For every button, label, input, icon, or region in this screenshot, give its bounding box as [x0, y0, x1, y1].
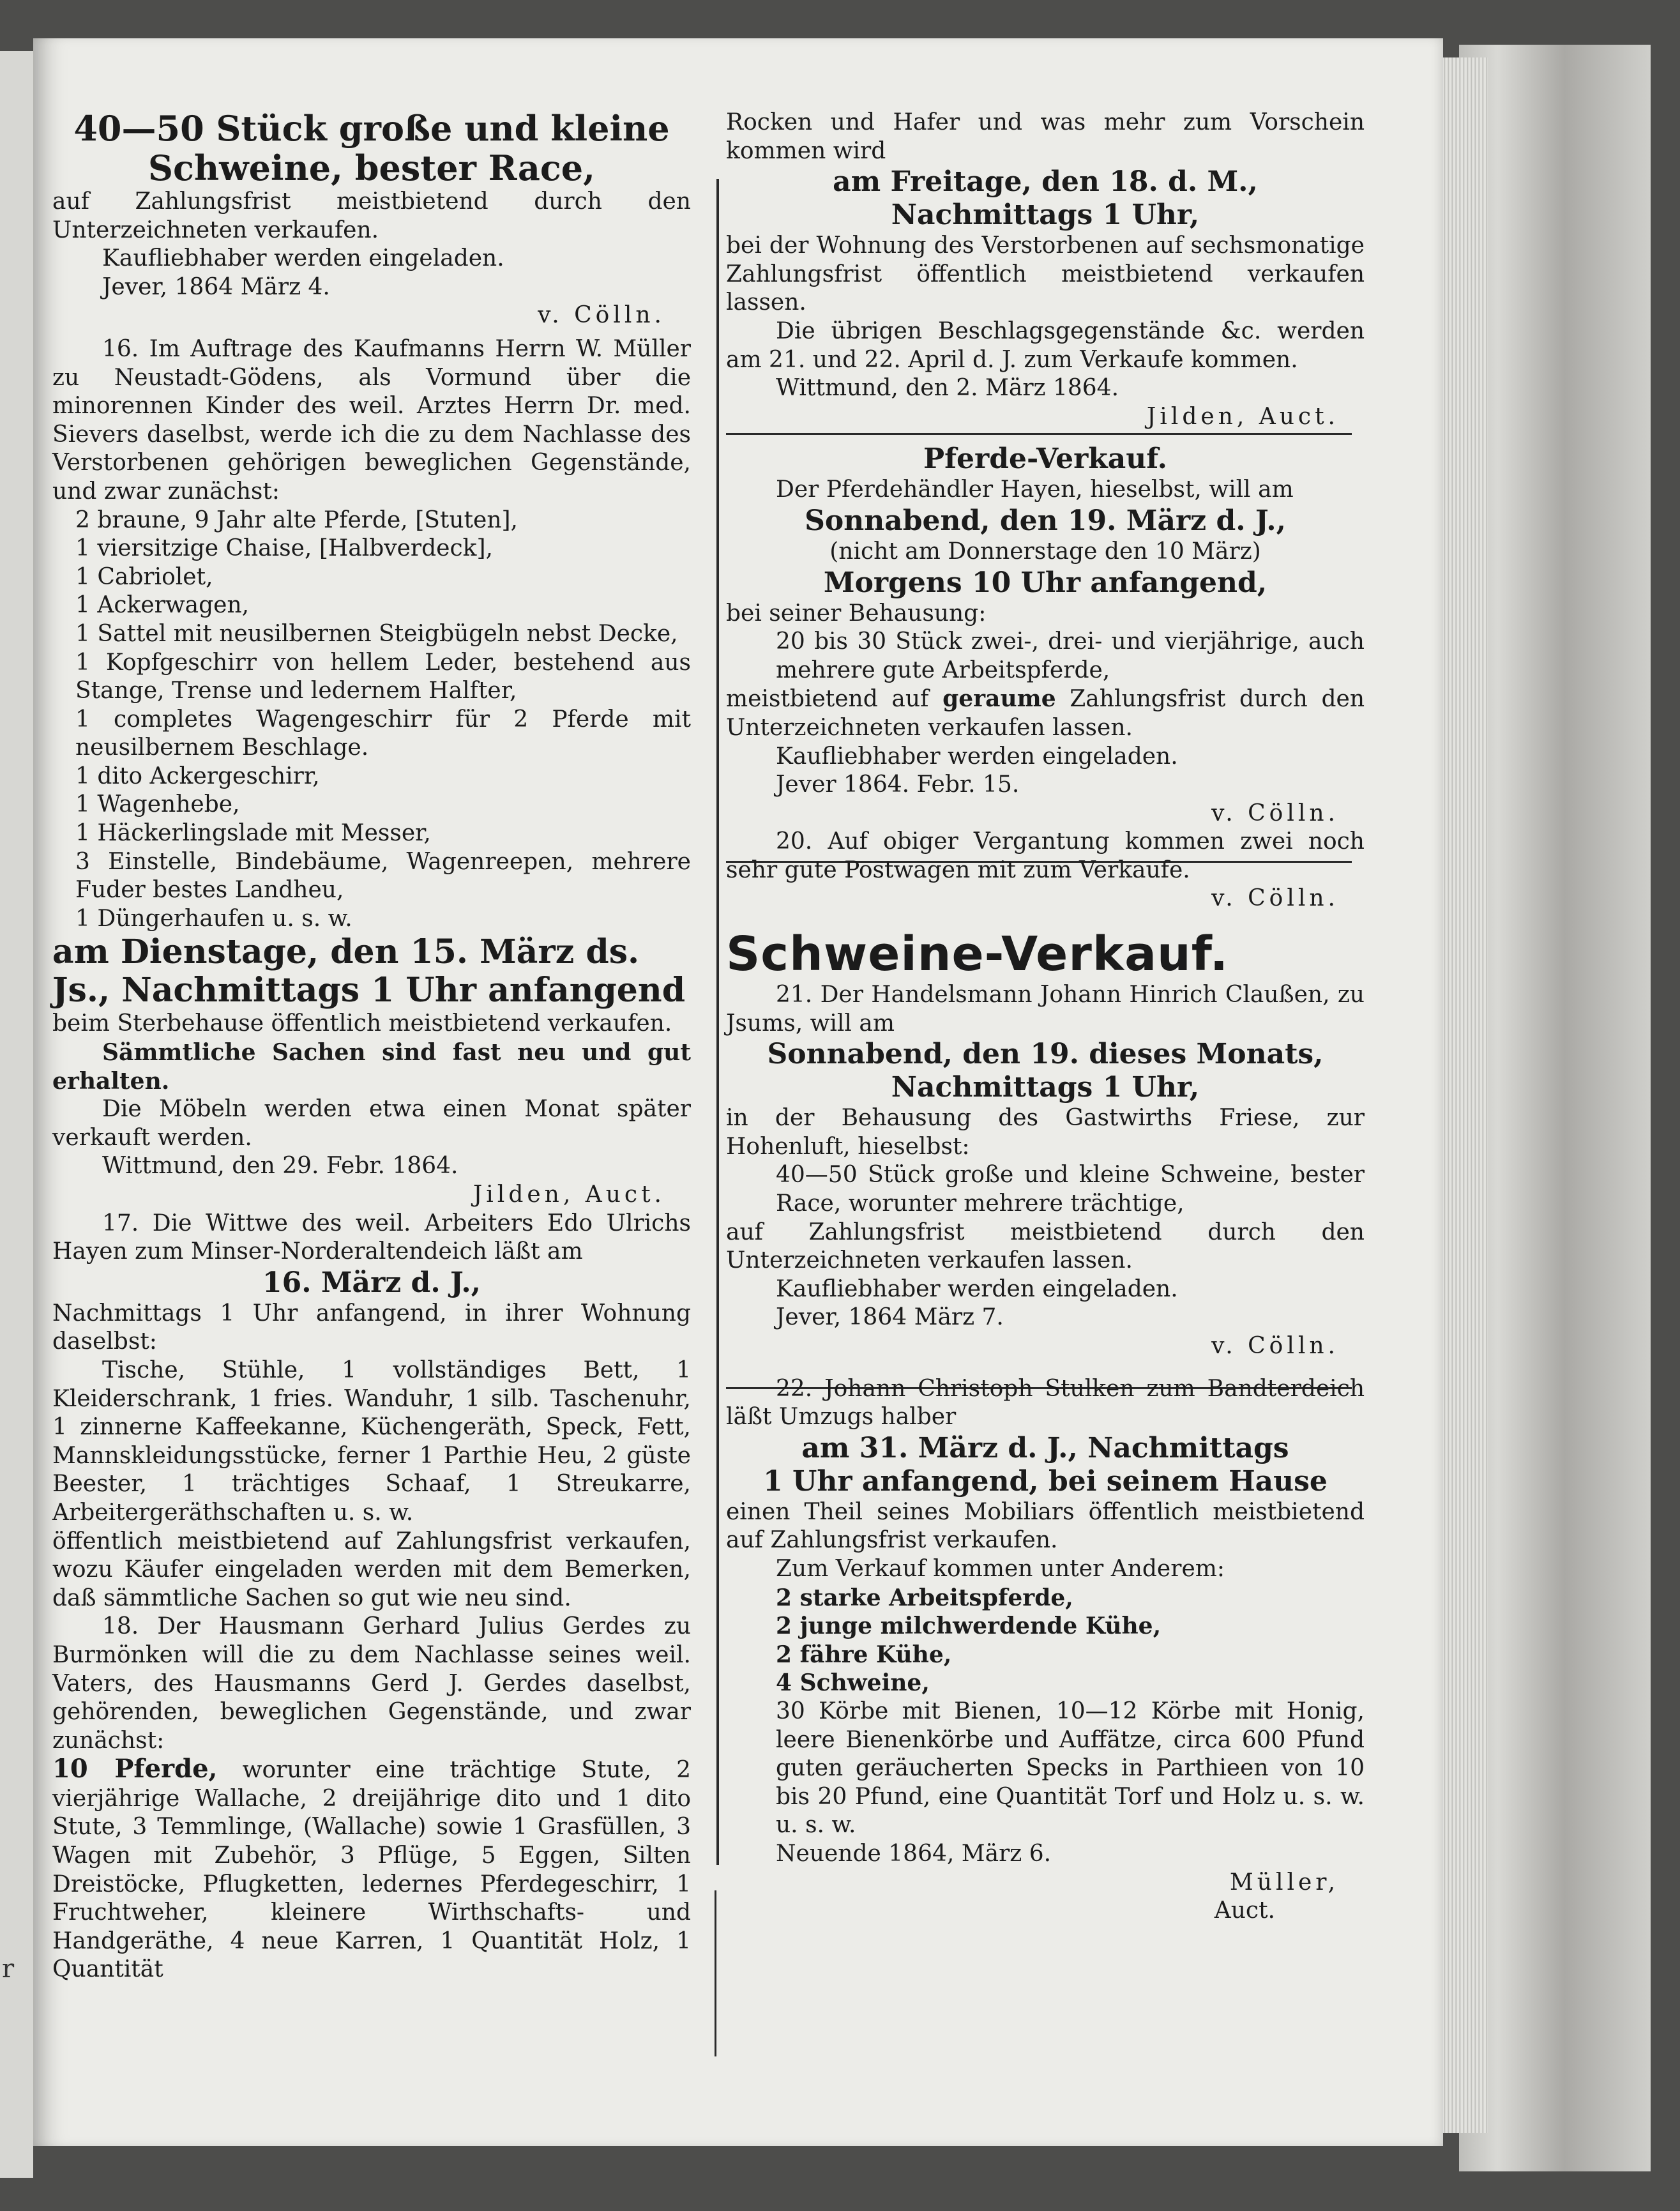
- ad-18-items: worunter eine trächtige Stute, 2 vierjährige Wallache, 2 dreijährige dito und 1 dito Stute, 3 Temmlinge, (Wallache) sowie 1 Grasfüllen, 3 Wagen mit Zubehör, 3 Pflüge, 5 Eggen, Silten Dreistöcke, Pflugketten, ledernes Pferdegeschirr, 1 Fruchtweher, kleinere Wirthschafts- und Handgeräthe, 4 neue Karren, 1 Quantität Holz, 1 Quantität: [52, 1757, 691, 1983]
- ad-22-bold-item: 2 fähre Kühe,: [776, 1641, 952, 1668]
- ad-18-cont-signature: Jilden, Auct.: [1146, 403, 1339, 430]
- ad-16-signature: Jilden, Auct.: [473, 1181, 665, 1208]
- ad-16-item: 1 Wagenhebe,: [75, 791, 240, 818]
- ad-18-items-para: [52, 1755, 691, 1984]
- ad-18-when2: Nachmittags 1 Uhr,: [891, 199, 1200, 232]
- ad-22-bold-item: 2 starke Arbeitspferde,: [776, 1584, 1073, 1611]
- ad-19-terms-em: geraume: [942, 685, 1056, 713]
- ad-18-cont-date: Wittmund, den 2. März 1864.: [776, 375, 1119, 402]
- ad-18: [52, 1613, 691, 1984]
- ad-22-when2: 1 Uhr anfangend, bei seinem Hause: [763, 1464, 1328, 1498]
- ad-19-intro: Der Pferdehändler Hayen, hieselbst, will am: [776, 476, 1294, 503]
- ad-date: Jever, 1864 März 4.: [102, 273, 330, 300]
- ad-21-terms: auf Zahlungsfrist meistbietend durch den Unterzeichneten verkaufen lassen.: [726, 1219, 1365, 1274]
- ad-19-terms-post: Zahlungsfrist durch den Unterzeichneten verkaufen lassen.: [726, 686, 1365, 741]
- ad-17-body: Nachmittags 1 Uhr anfangend, in ihrer Wohnung daselbst:: [52, 1300, 691, 1355]
- ad-invite: Kaufliebhaber werden eingeladen.: [102, 245, 504, 272]
- ad-16-note: Sämmtliche Sachen sind fast neu und gut erhalten.: [52, 1039, 691, 1095]
- ad-21-title: Schweine-Verkauf.: [726, 927, 1229, 982]
- ad-18-when1: am Freitage, den 18. d. M.,: [833, 165, 1258, 199]
- ad-16-item: 1 dito Ackergeschirr,: [75, 763, 320, 789]
- ad-22-body: einen Theil seines Mobiliars öffentlich meistbietend auf Zahlungsfrist verkaufen.: [726, 1498, 1365, 1554]
- ad-16-date: Wittmund, den 29. Febr. 1864.: [102, 1153, 458, 1180]
- ad-22: [726, 1375, 1365, 1926]
- left-column: [52, 109, 691, 1984]
- ad-17-when: 16. März d. J.,: [262, 1266, 481, 1299]
- ad-17: [52, 1210, 691, 1613]
- ad-16-item: 1 Düngerhaufen u. s. w.: [75, 905, 352, 932]
- ad-pig-sale-top: [52, 109, 691, 330]
- ad-16-item: 3 Einstelle, Bindebäume, Wagenreepen, mehrere Fuder bestes Landheu,: [75, 848, 691, 904]
- ad-18-continued: [726, 109, 1365, 431]
- ad-21-signature: v. Cölln.: [1211, 1333, 1339, 1359]
- ad-20-signature: v. Cölln.: [1211, 885, 1339, 912]
- ad-19-terms: [726, 685, 1365, 742]
- ad-21-place: in der Behausung des Gastwirths Friese, zur Hohenluft, hieselbst:: [726, 1105, 1365, 1160]
- ad-17-intro: 17. Die Wittwe des weil. Arbeiters Edo Ulrichs Hayen zum Minser-Norderaltendeich läßt am: [52, 1210, 691, 1265]
- ad-16-item: 1 Häckerlingslade mit Messer,: [75, 820, 431, 847]
- ad-20-text: 20. Auf obiger Vergantung kommen zwei noch sehr gute Postwagen mit zum Verkaufe.: [726, 828, 1365, 883]
- ad-16-item: 1 Ackerwagen,: [75, 592, 250, 619]
- ad-16: [52, 335, 691, 1210]
- ad-19-terms-pre: meistbietend auf: [726, 686, 929, 713]
- ad-19-when2: Morgens 10 Uhr anfangend,: [823, 566, 1268, 599]
- ad-18-cont-body: bei der Wohnung des Verstorbenen auf sechsmonatige Zahlungsfrist öffentlich meistbietend verkaufen lassen.: [726, 232, 1365, 316]
- ad-16-item: 1 Sattel mit neusilbernen Steigbügeln nebst Decke,: [75, 620, 678, 647]
- newspaper-page: [33, 38, 1443, 2146]
- ad-20: [726, 828, 1365, 913]
- ad-21-when2: Nachmittags 1 Uhr,: [891, 1071, 1200, 1104]
- ad-22-when1: am 31. März d. J., Nachmittags: [801, 1431, 1289, 1464]
- ad-19-paren: (nicht am Donnerstage den 10 März): [829, 538, 1261, 565]
- ad-18-cont-later: Die übrigen Beschlagsgegenstände &c. werden am 21. und 22. April d. J. zum Verkaufe kommen.: [726, 317, 1365, 373]
- ad-16-when: am Dienstage, den 15. März ds. Js., Nachmittags 1 Uhr anfangend: [52, 932, 686, 1010]
- ad-21: [726, 927, 1365, 1361]
- ad-19-signature: v. Cölln.: [1211, 800, 1339, 826]
- book-backing: [1459, 45, 1651, 2171]
- left-margin-char: r: [2, 1954, 15, 1984]
- ad-22-bold-item: 2 junge milchwerdende Kühe,: [776, 1613, 1162, 1640]
- ad-17-close: öffentlich meistbietend auf Zahlungsfrist verkaufen, wozu Käufer eingeladen werden mit dem Bemerken, daß sämmtliche Sachen so gut wie neu sind.: [52, 1528, 691, 1611]
- ad-21-date: Jever, 1864 März 7.: [776, 1304, 1004, 1331]
- ad-18-lead: 10 Pferde,: [52, 1754, 218, 1784]
- ad-22-intro: 22. Johann Christoph Stulken zum Bandterdeich läßt Umzugs halber: [726, 1375, 1365, 1431]
- ad-16-item: 2 braune, 9 Jahr alte Pferde, [Stuten],: [75, 506, 518, 533]
- ad-21-items: 40—50 Stück große und kleine Schweine, bester Race, worunter mehrere trächtige,: [776, 1162, 1365, 1217]
- column-divider-lower: [715, 1890, 716, 2056]
- ad-heading-line1: 40—50 Stück große und kleine: [73, 108, 670, 149]
- ad-18-cont-text: Rocken und Hafer und was mehr zum Vorschein kommen wird: [726, 109, 1365, 164]
- ad-19-when1: Sonnabend, den 19. März d. J.,: [805, 504, 1286, 537]
- ad-22-items: 30 Körbe mit Bienen, 10—12 Körbe mit Honig, leere Bienenkörbe und Auffätze, circa 600 Pfund guten geräucherten Specks in Parthieen von 10 bis 20 Pfund, eine Quantität Torf und Holz u. s. w. u. s. w.: [776, 1698, 1365, 1839]
- ad-16-place: beim Sterbehause öffentlich meistbietend verkaufen.: [52, 1010, 672, 1037]
- ad-17-items: Tische, Stühle, 1 vollständiges Bett, 1 Kleiderschrank, 1 fries. Wanduhr, 1 silb. Taschenuhr, 1 zinnerne Kaffeekanne, Küchengeräth, Speck, Fett, Mannskleidungsstücke, ferner 1 Parthie Heu, 2 güste Beester, 1 trächtiges Schaaf, 1 Streukarre, Arbeitergeräthschaften u. s. w.: [52, 1356, 691, 1526]
- ad-signature: v. Cölln.: [538, 302, 665, 329]
- right-column: [726, 109, 1365, 1926]
- ad-19: [726, 443, 1365, 828]
- ad-21-intro: 21. Der Handelsmann Johann Hinrich Claußen, zu Jsums, will am: [726, 982, 1365, 1037]
- ad-22-bold-item: 4 Schweine,: [776, 1669, 930, 1697]
- ad-19-title: Pferde-Verkauf.: [923, 443, 1167, 476]
- ad-heading-line2: Schweine, bester Race,: [148, 148, 595, 188]
- ad-16-item: 1 Cabriolet,: [75, 563, 213, 590]
- ad-22-signature: Müller,: [1229, 1869, 1339, 1896]
- ad-16-item: 1 Kopfgeschirr von hellem Leder, bestehend aus Stange, Trense und ledernem Halfter,: [75, 649, 691, 704]
- ad-16-intro: 16. Im Auftrage des Kaufmanns Herrn W. Müller zu Neustadt-Gödens, als Vormund über die minorennen Kinder des weil. Arztes Herrn Dr. med. Sievers daselbst, werde ich die zu dem Nachlasse des Verstorbenen gehörigen beweglichen Gegenstände, und zwar zunächst:: [52, 335, 691, 505]
- ad-22-date: Neuende 1864, März 6.: [776, 1840, 1052, 1867]
- ad-16-item: 1 viersitzige Chaise, [Halbverdeck],: [75, 535, 493, 562]
- ad-19-place: bei seiner Behausung:: [726, 600, 987, 627]
- ad-18-intro: 18. Der Hausmann Gerhard Julius Gerdes zu Burmönken will die zu dem Nachlasse seines weil. Vaters, des Hausmanns Gerd J. Gerdes daselbst, gehörenden, beweglichen Gegenstände, und zwar zunächst:: [52, 1613, 691, 1754]
- left-page-strip: [0, 51, 33, 2178]
- ad-19-invite: Kaufliebhaber werden eingeladen.: [776, 743, 1178, 770]
- ad-21-when1: Sonnabend, den 19. dieses Monats,: [767, 1038, 1324, 1071]
- ad-16-later: Die Möbeln werden etwa einen Monat später verkauft werden.: [52, 1096, 691, 1151]
- ad-16-item: 1 completes Wagengeschirr für 2 Pferde mit neusilbernem Beschlage.: [75, 706, 691, 761]
- ad-22-among: Zum Verkauf kommen unter Anderem:: [776, 1555, 1225, 1582]
- ad-21-invite: Kaufliebhaber werden eingeladen.: [776, 1275, 1178, 1302]
- ad-body: auf Zahlungsfrist meistbietend durch den Unterzeichneten verkaufen.: [52, 188, 691, 243]
- column-divider: [716, 179, 719, 1865]
- ad-22-signature-title: Auct.: [1214, 1897, 1275, 1924]
- ad-19-items: 20 bis 30 Stück zwei-, drei- und vierjährige, auch mehrere gute Arbeitspferde,: [776, 628, 1365, 683]
- ad-19-date: Jever 1864. Febr. 15.: [776, 771, 1020, 798]
